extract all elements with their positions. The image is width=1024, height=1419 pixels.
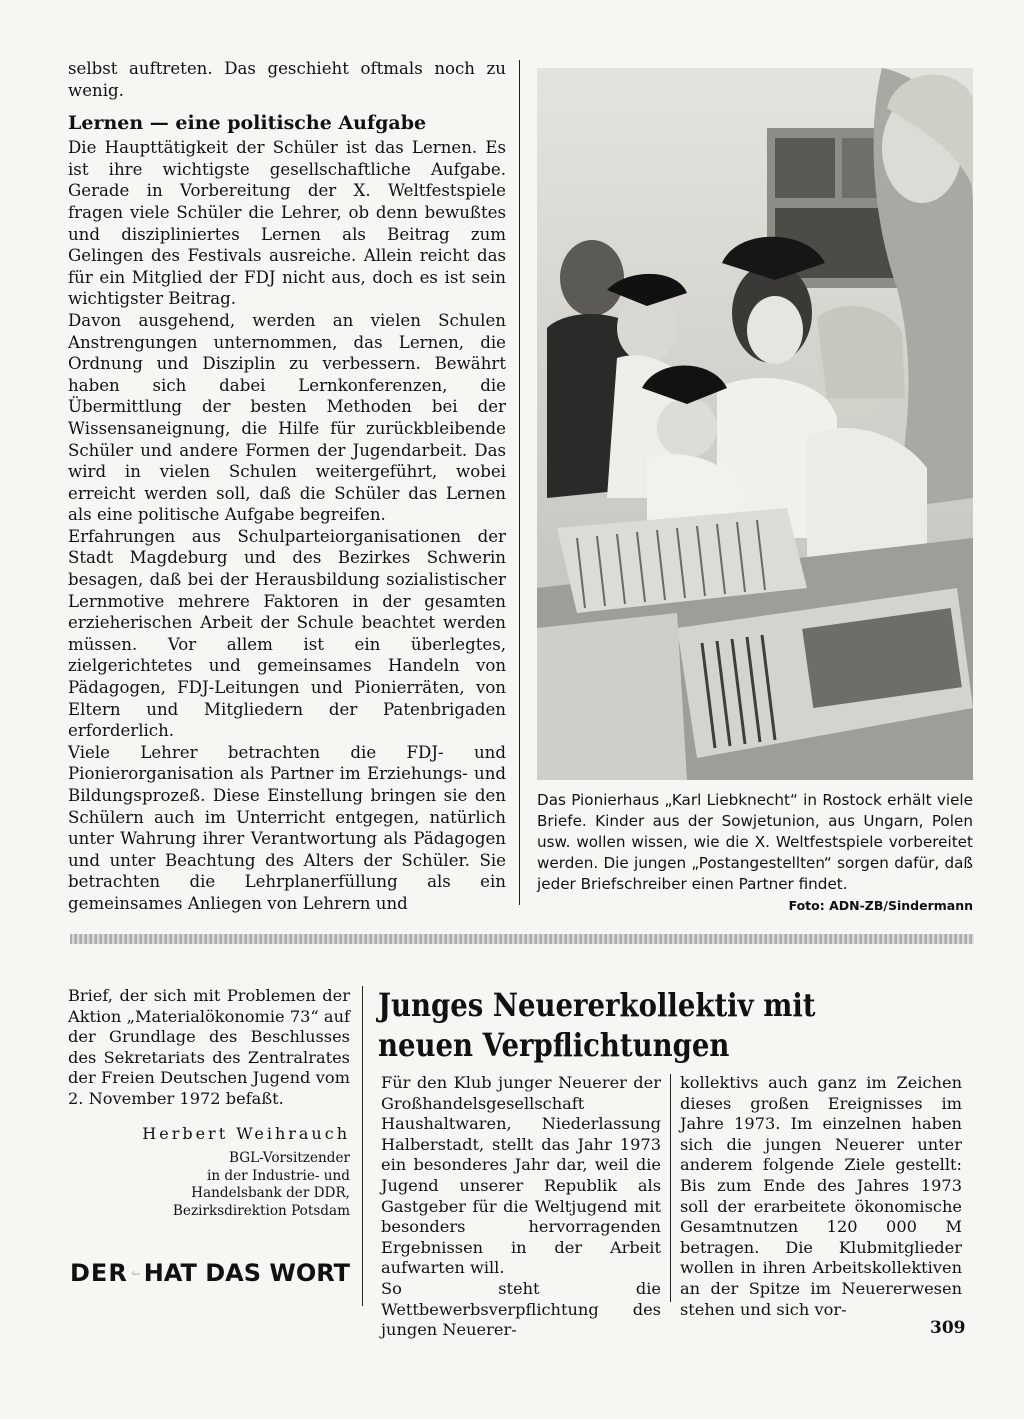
logo-words-hat-das-wort: HAT DAS WORT bbox=[143, 1259, 350, 1287]
upper-left-column bbox=[68, 58, 506, 915]
logo-word-der: DER bbox=[70, 1259, 128, 1287]
role-line: Handelsbank der DDR, bbox=[191, 1185, 350, 1202]
letter-text: Brief, der sich mit Problemen der Aktion „Materialökonomie 73“ auf der Grundlage des Beschlusses des Sekretariats des Zentralrates der Freien Deutschen Jugend vom 2. November 1972 befaßt. bbox=[68, 986, 350, 1108]
column-divider bbox=[519, 60, 520, 905]
body-paragraph: Viele Lehrer betrachten die FDJ- und Pionierorganisation als Partner im Erziehungs- und Bildungsprozeß. Diese Einstellung bringen sie den Schülern auch im Unterricht entgegen, natürlich unter Wahrung ihrer Verantwortung als Pädagogen und unter Beachtung des Alters der Schüler. Sie betrachten die Lehrplanerfüllung als ein gemeinsames Anliegen von Lehrern und bbox=[68, 742, 506, 913]
body-paragraph: Erfahrungen aus Schulparteiorganisationen der Stadt Magdeburg und des Bezirkes Schwerin besagen, daß bei der Herausbildung sozialistischer Lernmotive mehrere Faktoren in der gesamten erzieherischen Arbeit der Schule beachtet werden müssen. Vor allem ist ein überlegtes, zielgerichtetes und gemeinsames Handeln von Pädagogen, FDJ-Leitungen und Pionierräten, von Eltern und Mitgliedern der Patenbrigaden erforderlich. bbox=[68, 526, 506, 741]
article-column-2 bbox=[680, 1073, 962, 1320]
section-separator bbox=[70, 934, 974, 944]
der-leser-hat-das-wort-logo bbox=[70, 1244, 350, 1302]
role-line: in der Industrie- und bbox=[206, 1167, 350, 1184]
role-line: Bezirksdirektion Potsdam bbox=[172, 1202, 350, 1219]
column-divider bbox=[362, 986, 363, 1306]
author-role bbox=[110, 1150, 350, 1220]
photo-caption bbox=[537, 790, 973, 916]
intro-paragraph: selbst auftreten. Das geschieht oftmals noch zu wenig. bbox=[68, 59, 506, 100]
article-paragraph: Für den Klub junger Neuerer der Großhandelsgesellschaft Haushaltwaren, Niederlassung Halberstadt, stellt das Jahr 1973 ein besonderes Jahr dar, weil die Jugend unserer Republik als Gastgeber für die Weltjugend mit besonders hervorragenden Ergebnissen in der Arbeit aufwarten will. bbox=[381, 1073, 661, 1278]
caption-text: Das Pionierhaus „Karl Liebknecht“ in Rostock erhält viele Briefe. Kinder aus der Sowjetunion, aus Ungarn, Polen usw. wollen wissen, wie die X. Weltfestspiele vorbereitet werden. Die jungen „Postangestellten“ sorgen dafür, daß jeder Briefschreiber einen Partner findet. bbox=[537, 791, 973, 893]
photo-pioneers-sorting-letters bbox=[537, 68, 973, 780]
section-heading: Lernen — eine politische Aufgabe bbox=[68, 112, 427, 135]
logo-script-leser bbox=[132, 1245, 140, 1301]
article-headline bbox=[378, 985, 894, 1065]
body-paragraph: Die Haupttätigkeit der Schüler ist das Lernen. Es ist ihre wichtigste gesellschaftliche Aufgabe. Gerade in Vorbereitung der X. Weltfestspiele fragen viele Schüler die Lehrer, ob denn bewußtes und diszipliniertes Lernen als Beitrag zum Gelingen des Festivals ausreiche. Allein reicht das für ein Mitglied der FDJ nicht aus, doch es ist sein wichtigster Beitrag. bbox=[68, 138, 506, 309]
headline-line: neuen Verpflichtungen bbox=[378, 1026, 730, 1064]
article-paragraph: So steht die Wettbewerbsverpflichtung des jungen Neuerer- bbox=[381, 1278, 661, 1340]
headline-line: Junges Neuererkollektiv mit bbox=[378, 986, 816, 1024]
article-column-1 bbox=[381, 1073, 661, 1341]
body-paragraph: Davon ausgehend, werden an vielen Schulen Anstrengungen unternommen, das Lernen, die Ordnung und Disziplin zu verbessern. Bewährt haben sich dabei Lernkonferenzen, die Übermittlung der besten Methoden bei der Wissensaneignung, die Hilfe für zurückbleibende Schüler und andere Formen der Jugendarbeit. Das wird in vielen Schulen weitergeführt, wobei erreicht werden soll, daß die Schüler das Lernen als eine politische Aufgabe begreifen. bbox=[68, 310, 506, 525]
page-number: 309 bbox=[930, 1318, 966, 1338]
role-line: BGL-Vorsitzender bbox=[229, 1150, 350, 1166]
photo-credit: Foto: ADN-ZB/Sindermann bbox=[788, 898, 973, 913]
article-paragraph: kollektivs auch ganz im Zeichen dieses großen Ereignisses im Jahre 1973. Im einzelnen haben sich die jungen Neuerer unter anderem folgende Ziele gestellt: Bis zum Ende des Jahres 1973 soll der erarbeitete ökonomische Gesamtnutzen 120 000 M betragen. Die Klubmitglieder wollen in ihren Arbeitskollektiven an der Spitze im Neuererwesen stehen und sich vor- bbox=[680, 1073, 962, 1319]
author-name: Herbert Weihrauch bbox=[142, 1124, 350, 1143]
column-divider bbox=[670, 1074, 671, 1302]
